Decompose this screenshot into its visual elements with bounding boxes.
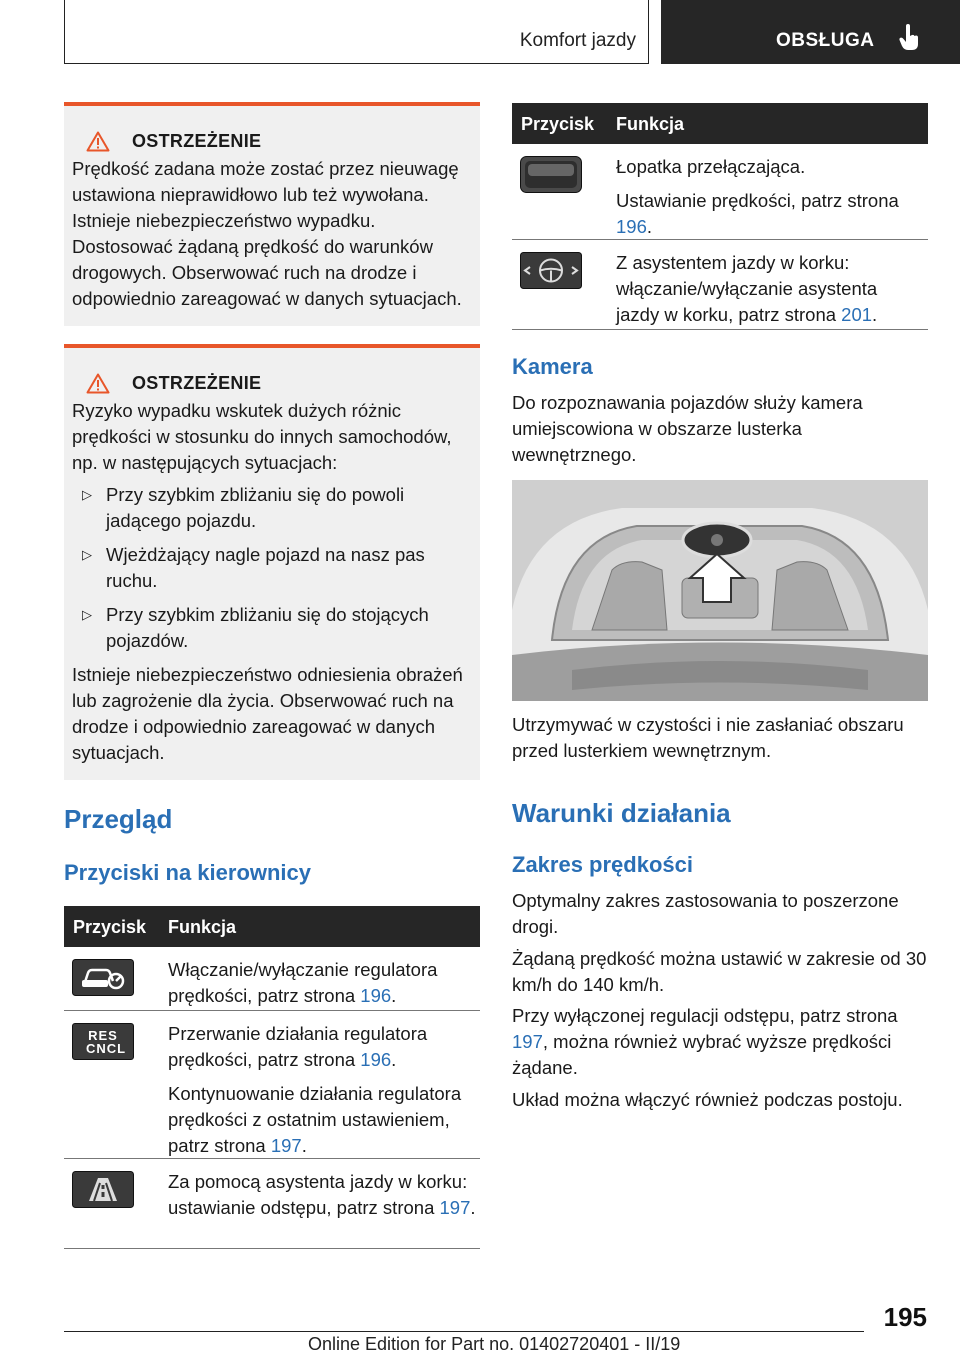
warning-triangle-icon <box>86 373 110 394</box>
table-header <box>512 103 928 144</box>
header-section: OBSŁUGA <box>776 30 875 51</box>
warning-intro: Ryzyko wypadku wskutek dużych różnic prędkości w stosunku do innych samochodów, np. w następujących sytuacjach: <box>72 400 452 473</box>
paragraph <box>512 1003 928 1081</box>
footer-edition: Online Edition for Part no. 01402720401 - II/19 <box>308 1334 681 1354</box>
row-description <box>616 188 924 240</box>
description-text: Włączanie/wyłączanie regulatora prędkości, patrz strona <box>168 959 438 1006</box>
page-link[interactable]: 196 <box>360 985 392 1006</box>
section-heading-overview: Przegląd <box>64 804 173 834</box>
warning-bullet-list <box>72 482 472 654</box>
list-item: ▷ Przy szybkim zbliżaniu się do powoli jadącego pojazdu. <box>72 482 472 534</box>
page-link[interactable]: 196 <box>616 216 647 237</box>
page-link[interactable]: 197 <box>512 1031 543 1052</box>
table-row <box>64 1011 480 1159</box>
list-item: ▷ Wjeżdżający nagle pojazd na nasz pas ruchu. <box>72 542 472 594</box>
camera-caption: Utrzymywać w czystości i nie zasłaniać obszaru przed lusterkiem wewnętrznym. <box>512 714 904 761</box>
table-row <box>512 240 928 330</box>
row-description <box>168 1169 476 1221</box>
punctuation: . <box>872 304 878 325</box>
section-heading-conditions: Warunki działania <box>512 798 731 828</box>
paragraph-text: , można również wybrać wyższe prędkości żądane. <box>512 1031 892 1078</box>
header-section-box <box>661 0 960 64</box>
description-text: Za pomocą asystenta jazdy w korku: ustawianie odstępu, patrz strona <box>168 1171 468 1218</box>
section-heading-camera: Kamera <box>512 354 593 379</box>
res-cncl-label: RES CNCL <box>86 1028 127 1056</box>
subheading-steering-buttons: Przyciski na kierownicy <box>64 860 312 885</box>
table-row <box>512 144 928 240</box>
row-description <box>168 1021 476 1073</box>
column-header-function: Funkcja <box>616 114 685 134</box>
page-link[interactable]: 201 <box>841 304 873 325</box>
punctuation: . <box>301 1135 307 1156</box>
description-text: Ustawianie prędkości, patrz strona <box>616 190 899 211</box>
warning-outro: Istnieje niebezpieczeństwo odniesienia obrażeń lub zagrożenie dla życia. Obserwować ruch na drodze i odpowiednio zareagować w danych sytuacjach. <box>72 664 463 763</box>
table-header <box>64 906 480 947</box>
row-description <box>168 957 476 1009</box>
steering-buttons-table <box>64 906 480 1249</box>
paragraph-text: Przy wyłączonej regulacji odstępu, patrz strona <box>512 1005 898 1026</box>
page-number: 195 <box>883 1302 927 1332</box>
header-title-box <box>64 0 649 64</box>
hand-pointer-icon <box>899 24 919 52</box>
column-header-function: Funkcja <box>168 917 237 937</box>
column-header-button: Przycisk <box>73 917 147 937</box>
warning-text: Prędkość zadana może zostać przez nieuwagę ustawiona nieprawidłowo lub też wywołana. Istnieje niebezpieczeństwo wypadku. Dostosować żądaną prędkość do warunków drogowych. Obserwować ruch na drodze i odpowiednio zareagować w danych sytuacjach. <box>72 158 462 309</box>
punctuation: . <box>646 216 653 237</box>
description-text: Z asystentem jazdy w korku: włączanie/wyłączanie asystenta jazdy w korku, patrz strona <box>616 252 878 325</box>
table-row <box>64 1159 480 1249</box>
punctuation: . <box>470 1197 476 1218</box>
warning-heading: OSTRZEŻENIE <box>132 131 262 151</box>
cruise-control-onoff-icon <box>72 959 134 996</box>
description-text: Kontynuowanie działania regulatora prędkości z ostatnim ustawieniem, patrz strona <box>168 1083 462 1156</box>
warning-heading: OSTRZEŻENIE <box>132 373 262 393</box>
column-header-button: Przycisk <box>521 114 595 134</box>
rocker-switch-icon <box>520 156 582 193</box>
row-description <box>168 1081 476 1159</box>
punctuation: . <box>391 1049 397 1070</box>
paragraph: Żądaną prędkość można ustawić w zakresie od 30 km/h do 140 km/h. <box>512 948 927 995</box>
paragraph: Układ można włączyć również podczas postoju. <box>512 1089 903 1110</box>
page-link[interactable]: 197 <box>270 1135 302 1156</box>
header-title: Komfort jazdy <box>519 30 636 51</box>
footer-divider <box>64 1331 864 1332</box>
steering-buttons-table-continued <box>512 103 928 330</box>
punctuation: . <box>391 985 397 1006</box>
table-row <box>64 947 480 1011</box>
res-cncl-button-icon <box>72 1023 134 1060</box>
warning-triangle-icon <box>86 131 110 152</box>
subheading-speed-range: Zakres prędkości <box>512 852 693 877</box>
description-text: Przerwanie działania regulatora prędkości, patrz strona <box>168 1023 428 1070</box>
windshield-camera-illustration <box>512 480 928 701</box>
page-link[interactable]: 197 <box>439 1197 471 1218</box>
warning-box-1 <box>64 102 480 326</box>
row-description <box>616 250 924 328</box>
row-description: Łopatka przełączająca. <box>616 156 806 177</box>
camera-text: Do rozpoznawania pojazdów służy kamera umiejscowiona w obszarze lusterka wewnętrznego. <box>512 392 863 465</box>
paragraph: Optymalny zakres zastosowania to poszerzone drogi. <box>512 890 899 937</box>
page-link[interactable]: 196 <box>360 1049 392 1070</box>
traffic-jam-assistant-icon <box>520 252 582 289</box>
list-item: ▷ Przy szybkim zbliżaniu się do stojących pojazdów. <box>72 602 472 654</box>
distance-setting-icon <box>72 1171 134 1208</box>
warning-box-2 <box>64 344 480 780</box>
